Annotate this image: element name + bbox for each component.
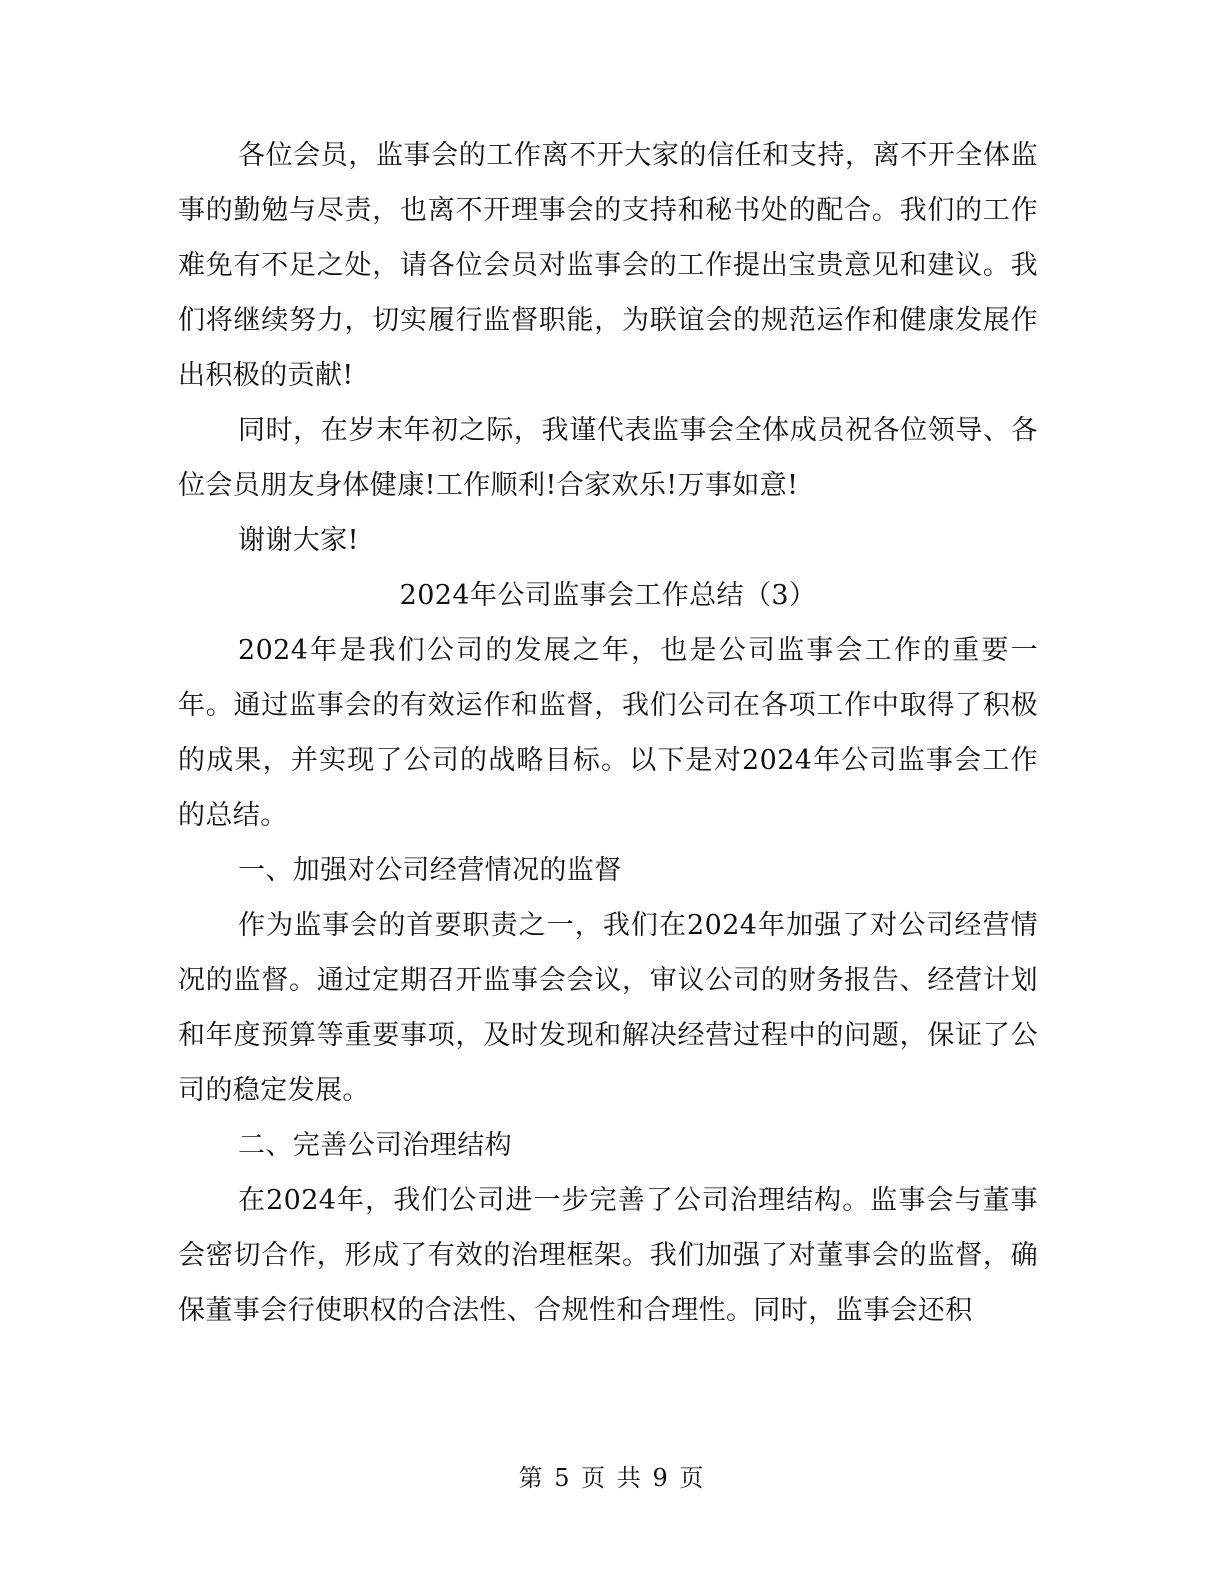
page-number: 第 5 页 共 9 页 [518,1464,706,1492]
paragraph-new-year-wishes: 同时，在岁末年初之际，我谨代表监事会全体成员祝各位领导、各位会员朋友身体健康!工作顺利!合家欢乐!万事如意! [178,415,1038,501]
paragraph-section-1: 作为监事会的首要职责之一，我们在2024年加强了对公司经营情况的监督。通过定期召开监事会会议，审议公司的财务报告、经营计划和年度预算等重要事项，及时发现和解决经营过程中的问题，保证了公司的稳定发展。 [178,910,1038,1106]
paragraph-thanks: 谢谢大家! [238,525,359,556]
heading-section-2: 二、完善公司治理结构 [238,1130,512,1161]
paragraph-section-2: 在2024年，我们公司进一步完善了公司治理结构。监事会与董事会密切合作，形成了有效的治理框架。我们加强了对董事会的监督，确保董事会行使职权的合法性、合规性和合理性。同时，监事会还积 [178,1185,1038,1326]
heading-section-1: 一、加强对公司经营情况的监督 [238,855,622,886]
paragraph-closing-remarks: 各位会员，监事会的工作离不开大家的信任和支持，离不开全体监事的勤勉与尽责，也离不开理事会的支持和秘书处的配合。我们的工作难免有不足之处，请各位会员对监事会的工作提出宝贵意见和建议。我们将继续努力，切实履行监督职能，为联谊会的规范运作和健康发展作出积极的贡献! [178,140,1038,391]
document-body [178,128,1038,1338]
paragraph-intro: 2024年是我们公司的发展之年，也是公司监事会工作的重要一年。通过监事会的有效运作和监督，我们公司在各项工作中取得了积极的成果，并实现了公司的战略目标。以下是对2024年公司监事会工作的总结。 [178,635,1038,831]
section-title: 2024年公司监事会工作总结（3） [399,580,817,611]
